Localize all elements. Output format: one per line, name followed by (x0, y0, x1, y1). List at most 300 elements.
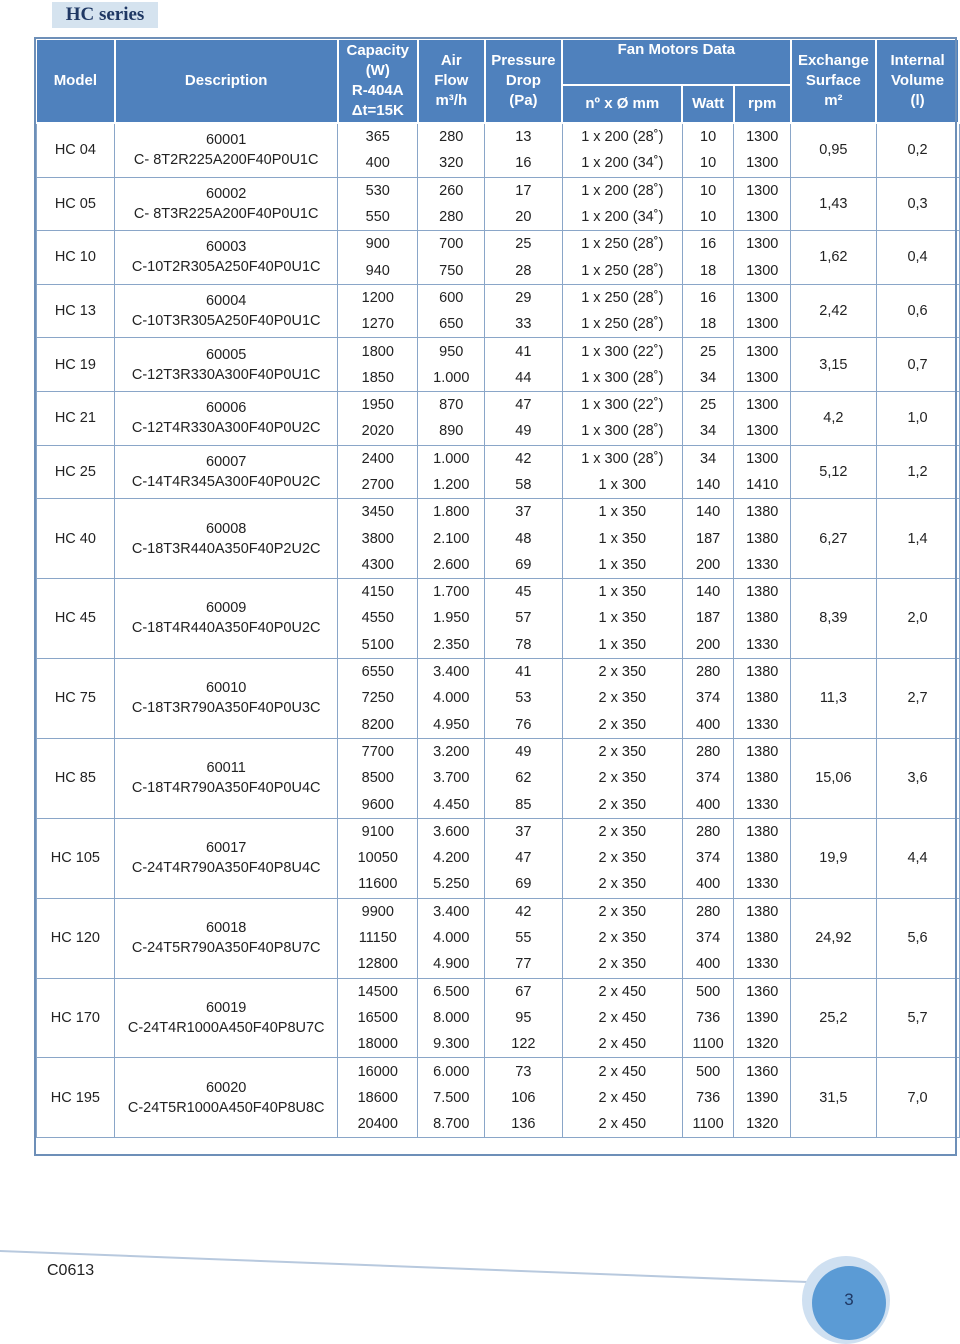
product-code: 60019 (206, 999, 247, 1016)
pressure-drop-cell: 57 (485, 605, 563, 631)
capacity-cell: 6550 (338, 658, 418, 685)
model-cell: HC 85 (36, 738, 115, 818)
fan-size-cell: 1 x 250 (28˚) (562, 257, 682, 284)
model-cell: HC 13 (36, 284, 115, 338)
air-flow-cell: 870 (418, 391, 485, 418)
model-cell: HC 04 (36, 123, 115, 177)
pressure-drop-cell: 17 (485, 177, 563, 204)
air-flow-cell: 3.600 (418, 818, 485, 845)
air-flow-cell: 4.000 (418, 925, 485, 951)
table-row (36, 658, 959, 685)
model-cell: HC 40 (36, 499, 115, 579)
pressure-drop-cell: 73 (485, 1058, 563, 1085)
product-description: C-24T4R1000A450F40P8U7C (127, 1019, 325, 1036)
watt-cell: 400 (682, 791, 733, 818)
fan-size-cell: 2 x 450 (562, 978, 682, 1005)
product-description: C-10T2R305A250F40P0U1C (131, 259, 321, 276)
capacity-cell: 11150 (338, 925, 418, 951)
fan-size-cell: 1 x 250 (28˚) (562, 284, 682, 311)
watt-cell: 736 (682, 1085, 733, 1111)
fan-size-cell: 2 x 350 (562, 845, 682, 871)
pressure-drop-cell: 53 (485, 685, 563, 711)
rpm-cell: 1300 (734, 338, 791, 365)
pressure-drop-cell: 20 (485, 204, 563, 231)
description-cell (115, 818, 338, 898)
document-code: C0613 (47, 1262, 95, 1279)
pressure-drop-cell: 78 (485, 632, 563, 659)
watt-cell: 10 (682, 177, 733, 204)
pressure-drop-cell: 62 (485, 765, 563, 791)
header-fan-size: nº x Ø mm (562, 85, 682, 123)
fan-size-cell: 1 x 200 (28˚) (562, 177, 682, 204)
pressure-drop-cell: 67 (485, 978, 563, 1005)
watt-cell: 187 (682, 605, 733, 631)
fan-size-cell: 1 x 350 (562, 605, 682, 631)
pressure-drop-cell: 47 (485, 845, 563, 871)
pressure-drop-cell: 44 (485, 365, 563, 392)
capacity-cell: 16000 (338, 1058, 418, 1085)
fan-size-cell: 2 x 450 (562, 1005, 682, 1031)
watt-cell: 200 (682, 552, 733, 579)
capacity-cell: 1200 (338, 284, 418, 311)
rpm-cell: 1360 (734, 978, 791, 1005)
pressure-drop-cell: 37 (485, 499, 563, 526)
product-code: 60001 (206, 132, 247, 149)
model-cell: HC 19 (36, 338, 115, 392)
capacity-cell: 2020 (338, 418, 418, 445)
exchange-surface-cell: 0,95 (791, 123, 876, 177)
header-air-flow: Air Flow m³/h (418, 39, 485, 123)
watt-cell: 280 (682, 738, 733, 765)
internal-volume-cell: 3,6 (876, 738, 959, 818)
product-code: 60002 (206, 185, 247, 202)
product-code: 60006 (206, 400, 247, 417)
capacity-cell: 20400 (338, 1111, 418, 1138)
capacity-cell: 7700 (338, 738, 418, 765)
header-pressure-drop: Pressure Drop (Pa) (485, 39, 563, 123)
watt-cell: 500 (682, 1058, 733, 1085)
description-cell (115, 978, 338, 1058)
capacity-cell: 2400 (338, 445, 418, 472)
watt-cell: 34 (682, 365, 733, 392)
header-rpm: rpm (734, 85, 791, 123)
table-row (36, 579, 959, 606)
watt-cell: 140 (682, 499, 733, 526)
air-flow-cell: 1.200 (418, 472, 485, 499)
capacity-cell: 4300 (338, 552, 418, 579)
rpm-cell: 1380 (734, 845, 791, 871)
internal-volume-cell: 7,0 (876, 1058, 959, 1138)
pressure-drop-cell: 42 (485, 445, 563, 472)
watt-cell: 400 (682, 871, 733, 898)
watt-cell: 25 (682, 391, 733, 418)
pressure-drop-cell: 49 (485, 738, 563, 765)
watt-cell: 280 (682, 658, 733, 685)
fan-size-cell: 2 x 350 (562, 658, 682, 685)
rpm-cell: 1390 (734, 1085, 791, 1111)
product-description: C-18T4R790A350F40P0U4C (131, 780, 321, 797)
capacity-cell: 1850 (338, 365, 418, 392)
pressure-drop-cell: 77 (485, 951, 563, 978)
description-cell (115, 123, 338, 177)
product-code: 60011 (206, 760, 246, 777)
description-cell (115, 1058, 338, 1138)
capacity-cell: 14500 (338, 978, 418, 1005)
exchange-surface-cell: 6,27 (791, 499, 876, 579)
watt-cell: 374 (682, 765, 733, 791)
model-cell: HC 45 (36, 579, 115, 659)
product-code: 60004 (206, 293, 247, 310)
product-description: C-18T3R440A350F40P2U2C (131, 540, 321, 557)
rpm-cell: 1380 (734, 658, 791, 685)
internal-volume-cell: 5,6 (876, 898, 959, 978)
air-flow-cell: 1.700 (418, 579, 485, 606)
capacity-cell: 530 (338, 177, 418, 204)
internal-volume-cell: 0,4 (876, 231, 959, 285)
product-description: C-18T4R440A350F40P0U2C (131, 620, 321, 637)
watt-cell: 374 (682, 845, 733, 871)
fan-size-cell: 2 x 450 (562, 1111, 682, 1138)
air-flow-cell: 4.200 (418, 845, 485, 871)
model-cell: HC 105 (36, 818, 115, 898)
pressure-drop-cell: 45 (485, 579, 563, 606)
rpm-cell: 1380 (734, 925, 791, 951)
air-flow-cell: 6.000 (418, 1058, 485, 1085)
rpm-cell: 1380 (734, 818, 791, 845)
watt-cell: 34 (682, 445, 733, 472)
rpm-cell: 1380 (734, 898, 791, 925)
internal-volume-cell: 1,2 (876, 445, 959, 499)
pressure-drop-cell: 29 (485, 284, 563, 311)
air-flow-cell: 650 (418, 311, 485, 338)
model-cell: HC 21 (36, 391, 115, 445)
fan-size-cell: 1 x 300 (22˚) (562, 391, 682, 418)
air-flow-cell: 320 (418, 150, 485, 177)
product-code: 60018 (206, 920, 247, 937)
internal-volume-cell: 4,4 (876, 818, 959, 898)
pressure-drop-cell: 136 (485, 1111, 563, 1138)
internal-volume-cell: 0,7 (876, 338, 959, 392)
exchange-surface-cell: 31,5 (791, 1058, 876, 1138)
table-row (36, 231, 959, 258)
fan-size-cell: 2 x 450 (562, 1058, 682, 1085)
table-row (36, 818, 959, 845)
fan-size-cell: 2 x 350 (562, 925, 682, 951)
rpm-cell: 1330 (734, 712, 791, 739)
internal-volume-cell: 0,3 (876, 177, 959, 231)
fan-size-cell: 2 x 350 (562, 898, 682, 925)
rpm-cell: 1330 (734, 791, 791, 818)
pressure-drop-cell: 85 (485, 791, 563, 818)
capacity-cell: 8200 (338, 712, 418, 739)
header-description: Description (115, 39, 338, 123)
air-flow-cell: 4.950 (418, 712, 485, 739)
fan-size-cell: 1 x 300 (28˚) (562, 445, 682, 472)
rpm-cell: 1380 (734, 738, 791, 765)
exchange-surface-cell: 2,42 (791, 284, 876, 338)
rpm-cell: 1330 (734, 552, 791, 579)
exchange-surface-cell: 11,3 (791, 658, 876, 738)
fan-size-cell: 1 x 350 (562, 525, 682, 551)
internal-volume-cell: 0,6 (876, 284, 959, 338)
fan-size-cell: 2 x 350 (562, 712, 682, 739)
model-cell: HC 75 (36, 658, 115, 738)
header-model: Model (36, 39, 115, 123)
pressure-drop-cell: 48 (485, 525, 563, 551)
air-flow-cell: 700 (418, 231, 485, 258)
fan-size-cell: 1 x 200 (28˚) (562, 123, 682, 150)
capacity-cell: 365 (338, 123, 418, 150)
product-code: 60008 (206, 520, 247, 537)
internal-volume-cell: 1,0 (876, 391, 959, 445)
description-cell (115, 499, 338, 579)
table-row (36, 1058, 959, 1085)
air-flow-cell: 890 (418, 418, 485, 445)
product-code: 60017 (206, 840, 247, 857)
table-row (36, 898, 959, 925)
watt-cell: 140 (682, 472, 733, 499)
capacity-cell: 1950 (338, 391, 418, 418)
product-code: 60007 (206, 453, 247, 470)
product-description: C-24T4R790A350F40P8U4C (131, 860, 321, 877)
description-cell (115, 445, 338, 499)
watt-cell: 140 (682, 579, 733, 606)
pressure-drop-cell: 69 (485, 552, 563, 579)
rpm-cell: 1300 (734, 204, 791, 231)
description-cell (115, 177, 338, 231)
table-row (36, 391, 959, 418)
air-flow-cell: 1.000 (418, 365, 485, 392)
capacity-cell: 18600 (338, 1085, 418, 1111)
watt-cell: 10 (682, 150, 733, 177)
exchange-surface-cell: 8,39 (791, 579, 876, 659)
table-row (36, 499, 959, 526)
capacity-cell: 1800 (338, 338, 418, 365)
rpm-cell: 1320 (734, 1111, 791, 1138)
air-flow-cell: 280 (418, 123, 485, 150)
air-flow-cell: 1.000 (418, 445, 485, 472)
exchange-surface-cell: 24,92 (791, 898, 876, 978)
pressure-drop-cell: 55 (485, 925, 563, 951)
capacity-cell: 400 (338, 150, 418, 177)
product-code: 60003 (206, 239, 247, 256)
product-description: C-24T5R1000A450F40P8U8C (127, 1099, 325, 1116)
watt-cell: 400 (682, 712, 733, 739)
pressure-drop-cell: 25 (485, 231, 563, 258)
rpm-cell: 1390 (734, 1005, 791, 1031)
capacity-cell: 10050 (338, 845, 418, 871)
header-capacity: Capacity (W) R-404A Δt=15K (338, 39, 418, 123)
pressure-drop-cell: 42 (485, 898, 563, 925)
capacity-cell: 5100 (338, 632, 418, 659)
air-flow-cell: 3.700 (418, 765, 485, 791)
capacity-cell: 7250 (338, 685, 418, 711)
air-flow-cell: 1.800 (418, 499, 485, 526)
rpm-cell: 1300 (734, 391, 791, 418)
capacity-cell: 8500 (338, 765, 418, 791)
model-cell: HC 25 (36, 445, 115, 499)
air-flow-cell: 4.450 (418, 791, 485, 818)
watt-cell: 280 (682, 818, 733, 845)
pressure-drop-cell: 41 (485, 658, 563, 685)
table-row (36, 338, 959, 365)
rpm-cell: 1300 (734, 231, 791, 258)
spec-table (35, 38, 960, 1138)
capacity-cell: 9900 (338, 898, 418, 925)
watt-cell: 280 (682, 898, 733, 925)
model-cell: HC 170 (36, 978, 115, 1058)
air-flow-cell: 600 (418, 284, 485, 311)
watt-cell: 16 (682, 284, 733, 311)
air-flow-cell: 260 (418, 177, 485, 204)
rpm-cell: 1380 (734, 605, 791, 631)
internal-volume-cell: 0,2 (876, 123, 959, 177)
fan-size-cell: 2 x 350 (562, 951, 682, 978)
capacity-cell: 3450 (338, 499, 418, 526)
fan-size-cell: 2 x 350 (562, 685, 682, 711)
product-description: C-14T4R345A300F40P0U2C (131, 473, 321, 490)
air-flow-cell: 6.500 (418, 978, 485, 1005)
fan-size-cell: 1 x 350 (562, 499, 682, 526)
table-row (36, 738, 959, 765)
internal-volume-cell: 2,0 (876, 579, 959, 659)
fan-size-cell: 1 x 300 (22˚) (562, 338, 682, 365)
rpm-cell: 1330 (734, 951, 791, 978)
rpm-cell: 1380 (734, 685, 791, 711)
spec-table-body (36, 123, 959, 1138)
rpm-cell: 1300 (734, 311, 791, 338)
air-flow-cell: 3.200 (418, 738, 485, 765)
description-cell (115, 738, 338, 818)
capacity-cell: 12800 (338, 951, 418, 978)
rpm-cell: 1300 (734, 365, 791, 392)
page-number: 3 (812, 1266, 886, 1340)
table-row (36, 978, 959, 1005)
air-flow-cell: 2.100 (418, 525, 485, 551)
product-code: 60005 (206, 346, 247, 363)
internal-volume-cell: 2,7 (876, 658, 959, 738)
capacity-cell: 9600 (338, 791, 418, 818)
product-description: C-18T3R790A350F40P0U3C (131, 700, 321, 717)
fan-size-cell: 2 x 450 (562, 1085, 682, 1111)
air-flow-cell: 5.250 (418, 871, 485, 898)
fan-size-cell: 2 x 450 (562, 1031, 682, 1058)
air-flow-cell: 4.900 (418, 951, 485, 978)
product-code: 60009 (206, 600, 247, 617)
capacity-cell: 11600 (338, 871, 418, 898)
capacity-cell: 900 (338, 231, 418, 258)
air-flow-cell: 8.700 (418, 1111, 485, 1138)
air-flow-cell: 950 (418, 338, 485, 365)
watt-cell: 374 (682, 925, 733, 951)
air-flow-cell: 750 (418, 257, 485, 284)
watt-cell: 1100 (682, 1111, 733, 1138)
capacity-cell: 1270 (338, 311, 418, 338)
description-cell (115, 391, 338, 445)
exchange-surface-cell: 4,2 (791, 391, 876, 445)
pressure-drop-cell: 37 (485, 818, 563, 845)
product-description: C-10T3R305A250F40P0U1C (131, 313, 321, 330)
air-flow-cell: 4.000 (418, 685, 485, 711)
capacity-cell: 550 (338, 204, 418, 231)
model-cell: HC 120 (36, 898, 115, 978)
description-cell (115, 658, 338, 738)
watt-cell: 10 (682, 204, 733, 231)
pressure-drop-cell: 28 (485, 257, 563, 284)
exchange-surface-cell: 3,15 (791, 338, 876, 392)
internal-volume-cell: 1,4 (876, 499, 959, 579)
rpm-cell: 1300 (734, 150, 791, 177)
watt-cell: 500 (682, 978, 733, 1005)
rpm-cell: 1300 (734, 123, 791, 150)
watt-cell: 25 (682, 338, 733, 365)
capacity-cell: 4550 (338, 605, 418, 631)
pressure-drop-cell: 95 (485, 1005, 563, 1031)
description-cell (115, 284, 338, 338)
rpm-cell: 1300 (734, 257, 791, 284)
watt-cell: 1100 (682, 1031, 733, 1058)
internal-volume-cell: 5,7 (876, 978, 959, 1058)
rpm-cell: 1300 (734, 418, 791, 445)
fan-size-cell: 1 x 200 (34˚) (562, 204, 682, 231)
exchange-surface-cell: 5,12 (791, 445, 876, 499)
table-row (36, 284, 959, 311)
rpm-cell: 1300 (734, 445, 791, 472)
header-exchange-surface: Exchange Surface m² (791, 39, 876, 123)
fan-size-cell: 1 x 250 (28˚) (562, 231, 682, 258)
description-cell (115, 579, 338, 659)
watt-cell: 187 (682, 525, 733, 551)
rpm-cell: 1330 (734, 632, 791, 659)
air-flow-cell: 280 (418, 204, 485, 231)
fan-size-cell: 1 x 300 (28˚) (562, 365, 682, 392)
series-title: HC series (52, 2, 158, 28)
fan-size-cell: 2 x 350 (562, 818, 682, 845)
fan-size-cell: 2 x 350 (562, 738, 682, 765)
fan-size-cell: 1 x 350 (562, 579, 682, 606)
product-code: 60010 (206, 680, 247, 697)
watt-cell: 400 (682, 951, 733, 978)
product-description: C- 8T3R225A200F40P0U1C (133, 205, 319, 222)
fan-size-cell: 1 x 350 (562, 632, 682, 659)
pressure-drop-cell: 69 (485, 871, 563, 898)
header-fan-motors: Fan Motors Data (562, 39, 791, 85)
product-description: C-24T5R790A350F40P8U7C (131, 940, 321, 957)
product-description: C- 8T2R225A200F40P0U1C (133, 152, 319, 169)
capacity-cell: 16500 (338, 1005, 418, 1031)
air-flow-cell: 7.500 (418, 1085, 485, 1111)
table-row (36, 123, 959, 150)
fan-size-cell: 2 x 350 (562, 765, 682, 791)
air-flow-cell: 9.300 (418, 1031, 485, 1058)
rpm-cell: 1380 (734, 579, 791, 606)
fan-size-cell: 1 x 300 (28˚) (562, 418, 682, 445)
air-flow-cell: 2.600 (418, 552, 485, 579)
exchange-surface-cell: 15,06 (791, 738, 876, 818)
air-flow-cell: 1.950 (418, 605, 485, 631)
exchange-surface-cell: 25,2 (791, 978, 876, 1058)
rpm-cell: 1300 (734, 284, 791, 311)
table-row (36, 445, 959, 472)
fan-size-cell: 2 x 350 (562, 871, 682, 898)
rpm-cell: 1320 (734, 1031, 791, 1058)
rpm-cell: 1330 (734, 871, 791, 898)
exchange-surface-cell: 19,9 (791, 818, 876, 898)
capacity-cell: 4150 (338, 579, 418, 606)
rpm-cell: 1380 (734, 499, 791, 526)
footer-divider (0, 1250, 859, 1285)
header-internal-volume: Internal Volume (l) (876, 39, 959, 123)
